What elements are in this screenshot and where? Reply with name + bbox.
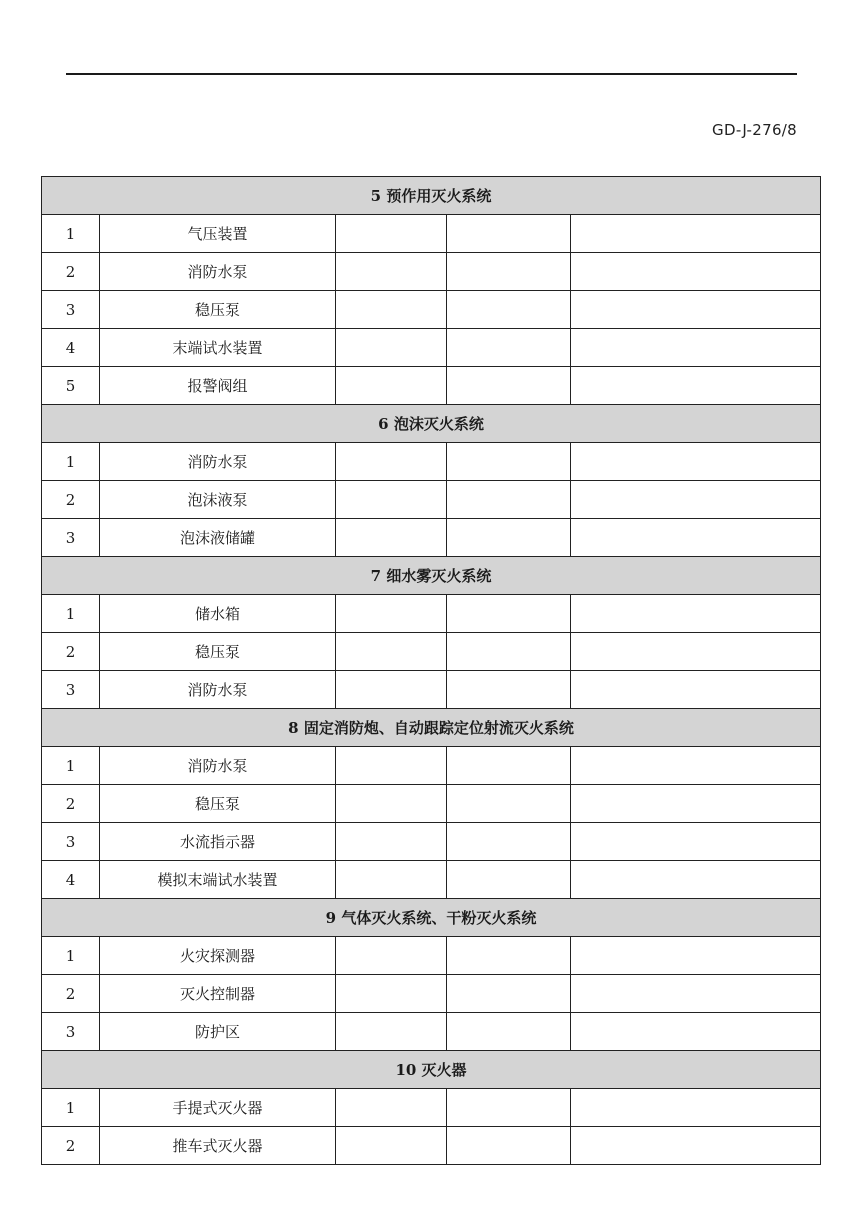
document-code: GD-J-276/8 bbox=[712, 121, 797, 139]
blank-cell bbox=[571, 215, 821, 253]
row-item: 手提式灭火器 bbox=[100, 1089, 336, 1127]
row-number: 3 bbox=[42, 671, 100, 709]
section-title: 5 预作用灭火系统 bbox=[42, 177, 821, 215]
row-item: 灭火控制器 bbox=[100, 975, 336, 1013]
table-row bbox=[42, 443, 821, 481]
row-number: 3 bbox=[42, 291, 100, 329]
section-title: 7 细水雾灭火系统 bbox=[42, 557, 821, 595]
blank-cell bbox=[336, 215, 447, 253]
blank-cell bbox=[571, 253, 821, 291]
row-number: 5 bbox=[42, 367, 100, 405]
row-number: 1 bbox=[42, 937, 100, 975]
blank-cell bbox=[447, 861, 571, 899]
blank-cell bbox=[571, 975, 821, 1013]
blank-cell bbox=[336, 253, 447, 291]
blank-cell bbox=[447, 291, 571, 329]
row-item: 泡沫液泵 bbox=[100, 481, 336, 519]
blank-cell bbox=[571, 861, 821, 899]
row-item: 气压装置 bbox=[100, 215, 336, 253]
row-item: 稳压泵 bbox=[100, 633, 336, 671]
row-item: 防护区 bbox=[100, 1013, 336, 1051]
section-header bbox=[42, 405, 821, 443]
section-title: 8 固定消防炮、自动跟踪定位射流灭火系统 bbox=[42, 709, 821, 747]
blank-cell bbox=[447, 519, 571, 557]
blank-cell bbox=[336, 443, 447, 481]
row-item: 消防水泵 bbox=[100, 443, 336, 481]
section-header bbox=[42, 709, 821, 747]
table-row bbox=[42, 975, 821, 1013]
blank-cell bbox=[336, 291, 447, 329]
table-row bbox=[42, 823, 821, 861]
blank-cell bbox=[447, 595, 571, 633]
table-row bbox=[42, 329, 821, 367]
blank-cell bbox=[447, 443, 571, 481]
row-number: 2 bbox=[42, 1127, 100, 1165]
row-number: 2 bbox=[42, 481, 100, 519]
blank-cell bbox=[571, 1089, 821, 1127]
table-row bbox=[42, 1013, 821, 1051]
section-header bbox=[42, 899, 821, 937]
blank-cell bbox=[571, 633, 821, 671]
blank-cell bbox=[571, 443, 821, 481]
row-number: 3 bbox=[42, 823, 100, 861]
blank-cell bbox=[336, 595, 447, 633]
blank-cell bbox=[447, 215, 571, 253]
blank-cell bbox=[571, 785, 821, 823]
row-number: 3 bbox=[42, 519, 100, 557]
table-row bbox=[42, 937, 821, 975]
blank-cell bbox=[336, 823, 447, 861]
blank-cell bbox=[336, 367, 447, 405]
row-number: 1 bbox=[42, 747, 100, 785]
blank-cell bbox=[571, 367, 821, 405]
row-item: 末端试水装置 bbox=[100, 329, 336, 367]
blank-cell bbox=[447, 1089, 571, 1127]
blank-cell bbox=[571, 595, 821, 633]
table-row bbox=[42, 481, 821, 519]
blank-cell bbox=[571, 823, 821, 861]
table-row bbox=[42, 253, 821, 291]
blank-cell bbox=[447, 633, 571, 671]
section-header bbox=[42, 1051, 821, 1089]
row-item: 推车式灭火器 bbox=[100, 1127, 336, 1165]
row-number: 2 bbox=[42, 785, 100, 823]
blank-cell bbox=[336, 519, 447, 557]
blank-cell bbox=[336, 747, 447, 785]
row-item: 泡沫液储罐 bbox=[100, 519, 336, 557]
inspection-table bbox=[41, 176, 821, 1165]
section-header bbox=[42, 557, 821, 595]
section-title: 10 灭火器 bbox=[42, 1051, 821, 1089]
blank-cell bbox=[571, 481, 821, 519]
blank-cell bbox=[447, 481, 571, 519]
section-title: 9 气体灭火系统、干粉灭火系统 bbox=[42, 899, 821, 937]
blank-cell bbox=[571, 937, 821, 975]
row-number: 1 bbox=[42, 595, 100, 633]
blank-cell bbox=[447, 1127, 571, 1165]
row-number: 2 bbox=[42, 253, 100, 291]
blank-cell bbox=[447, 747, 571, 785]
row-number: 1 bbox=[42, 1089, 100, 1127]
blank-cell bbox=[336, 975, 447, 1013]
blank-cell bbox=[336, 1089, 447, 1127]
table-row bbox=[42, 861, 821, 899]
blank-cell bbox=[447, 823, 571, 861]
row-item: 消防水泵 bbox=[100, 671, 336, 709]
row-item: 消防水泵 bbox=[100, 253, 336, 291]
row-item: 模拟末端试水装置 bbox=[100, 861, 336, 899]
blank-cell bbox=[336, 329, 447, 367]
row-item: 火灾探测器 bbox=[100, 937, 336, 975]
section-header bbox=[42, 177, 821, 215]
row-item: 报警阀组 bbox=[100, 367, 336, 405]
row-number: 1 bbox=[42, 443, 100, 481]
table-row bbox=[42, 215, 821, 253]
blank-cell bbox=[571, 329, 821, 367]
blank-cell bbox=[447, 1013, 571, 1051]
row-number: 1 bbox=[42, 215, 100, 253]
blank-cell bbox=[336, 1013, 447, 1051]
row-item: 稳压泵 bbox=[100, 291, 336, 329]
table-row bbox=[42, 595, 821, 633]
table-row bbox=[42, 367, 821, 405]
table-row bbox=[42, 519, 821, 557]
row-number: 2 bbox=[42, 975, 100, 1013]
table-row bbox=[42, 291, 821, 329]
row-item: 消防水泵 bbox=[100, 747, 336, 785]
row-number: 3 bbox=[42, 1013, 100, 1051]
blank-cell bbox=[447, 937, 571, 975]
blank-cell bbox=[571, 1013, 821, 1051]
row-item: 稳压泵 bbox=[100, 785, 336, 823]
blank-cell bbox=[571, 291, 821, 329]
section-title: 6 泡沫灭火系统 bbox=[42, 405, 821, 443]
blank-cell bbox=[336, 633, 447, 671]
blank-cell bbox=[447, 253, 571, 291]
blank-cell bbox=[447, 329, 571, 367]
row-item: 水流指示器 bbox=[100, 823, 336, 861]
blank-cell bbox=[571, 1127, 821, 1165]
row-item: 储水箱 bbox=[100, 595, 336, 633]
blank-cell bbox=[336, 1127, 447, 1165]
row-number: 4 bbox=[42, 861, 100, 899]
blank-cell bbox=[571, 747, 821, 785]
blank-cell bbox=[447, 975, 571, 1013]
blank-cell bbox=[447, 367, 571, 405]
table-row bbox=[42, 747, 821, 785]
table-row bbox=[42, 1127, 821, 1165]
blank-cell bbox=[336, 785, 447, 823]
blank-cell bbox=[336, 861, 447, 899]
table-row bbox=[42, 633, 821, 671]
blank-cell bbox=[447, 785, 571, 823]
row-number: 2 bbox=[42, 633, 100, 671]
table-row bbox=[42, 671, 821, 709]
blank-cell bbox=[571, 671, 821, 709]
blank-cell bbox=[571, 519, 821, 557]
blank-cell bbox=[447, 671, 571, 709]
table-row bbox=[42, 1089, 821, 1127]
row-number: 4 bbox=[42, 329, 100, 367]
blank-cell bbox=[336, 671, 447, 709]
table-row bbox=[42, 785, 821, 823]
blank-cell bbox=[336, 937, 447, 975]
header-rule bbox=[66, 73, 797, 75]
blank-cell bbox=[336, 481, 447, 519]
